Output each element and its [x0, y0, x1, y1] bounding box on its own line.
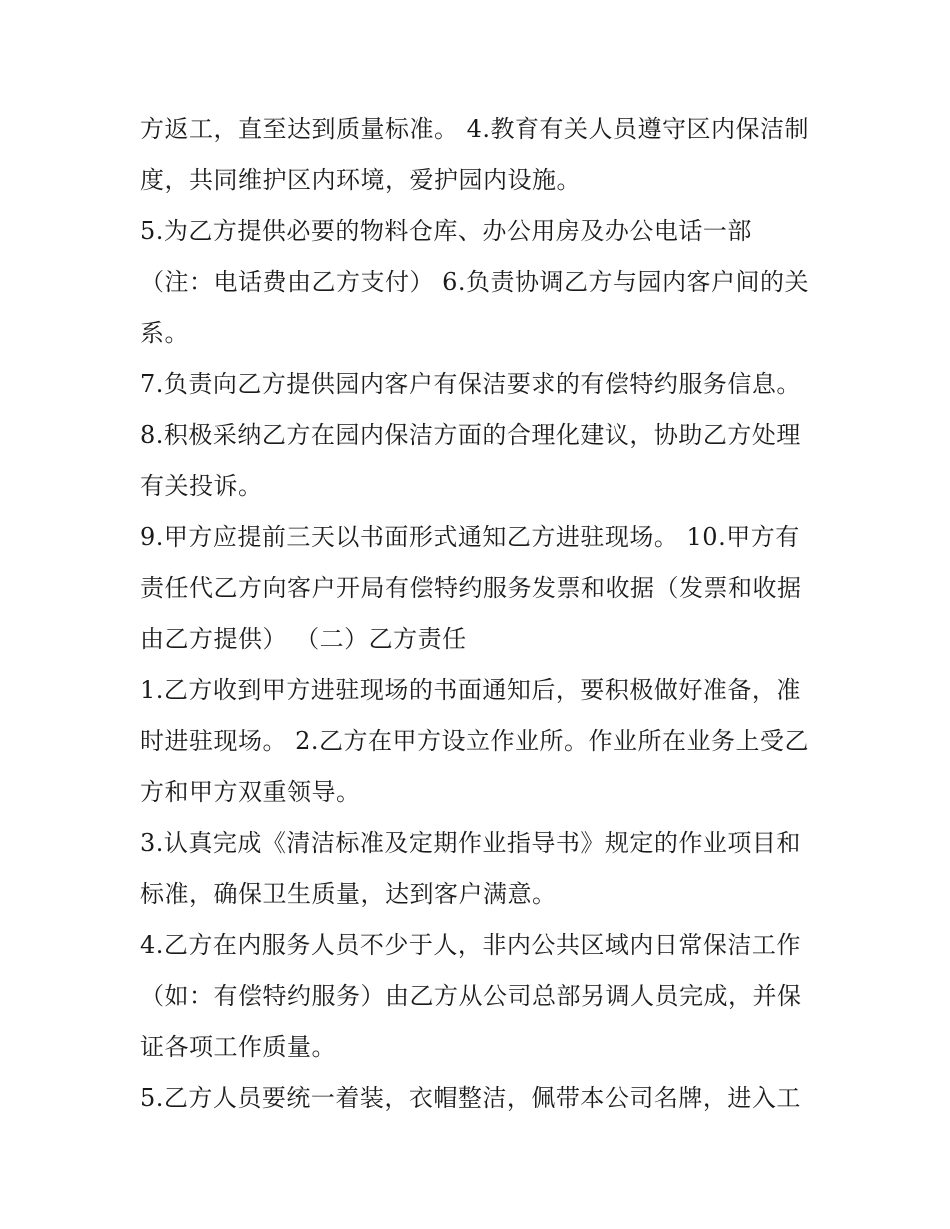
- text-line: 5.为乙方提供必要的物料仓库、办公用房及办公电话一部: [140, 217, 752, 245]
- text-line: 方返工，直至达到质量标准。 4.教育有关人员遵守区内保洁制: [140, 115, 810, 143]
- text-line: 度，共同维护区内环境，爱护园内设施。: [140, 166, 581, 194]
- text-line: 标准，确保卫生质量，达到客户满意。: [140, 880, 557, 908]
- text-line: 1.乙方收到甲方进驻现场的书面通知后，要积极做好准备，准: [140, 676, 801, 704]
- text-line: 有关投诉。: [140, 472, 263, 500]
- text-line: （注：电话费由乙方支付） 6.负责协调乙方与园内客户间的关: [140, 268, 810, 296]
- text-line: 由乙方提供） （二）乙方责任: [140, 625, 467, 653]
- text-line: 方和甲方双重领导。: [140, 778, 361, 806]
- text-line: 9.甲方应提前三天以书面形式通知乙方进驻现场。 10.甲方有: [140, 523, 800, 551]
- text-line: （如：有偿特约服务）由乙方从公司总部另调人员完成，并保: [140, 982, 802, 1010]
- text-line: 证各项工作质量。: [140, 1033, 336, 1061]
- text-line: 8.积极采纳乙方在园内保洁方面的合理化建议，协助乙方处理: [140, 421, 801, 449]
- text-line: 时进驻现场。 2.乙方在甲方设立作业所。作业所在业务上受乙: [140, 727, 810, 755]
- document-body: [140, 104, 820, 1124]
- text-line: 系。: [140, 319, 189, 347]
- text-line: 4.乙方在内服务人员不少于人，非内公共区域内日常保洁工作: [140, 931, 801, 959]
- text-line: 5.乙方人员要统一着装，衣帽整洁，佩带本公司名牌，进入工: [140, 1084, 801, 1112]
- text-line: 责任代乙方向客户开局有偿特约服务发票和收据（发票和收据: [140, 574, 802, 602]
- text-line: 7.负责向乙方提供园内客户有保洁要求的有偿特约服务信息。: [140, 370, 801, 398]
- text-line: 3.认真完成《清洁标准及定期作业指导书》规定的作业项目和: [140, 829, 801, 857]
